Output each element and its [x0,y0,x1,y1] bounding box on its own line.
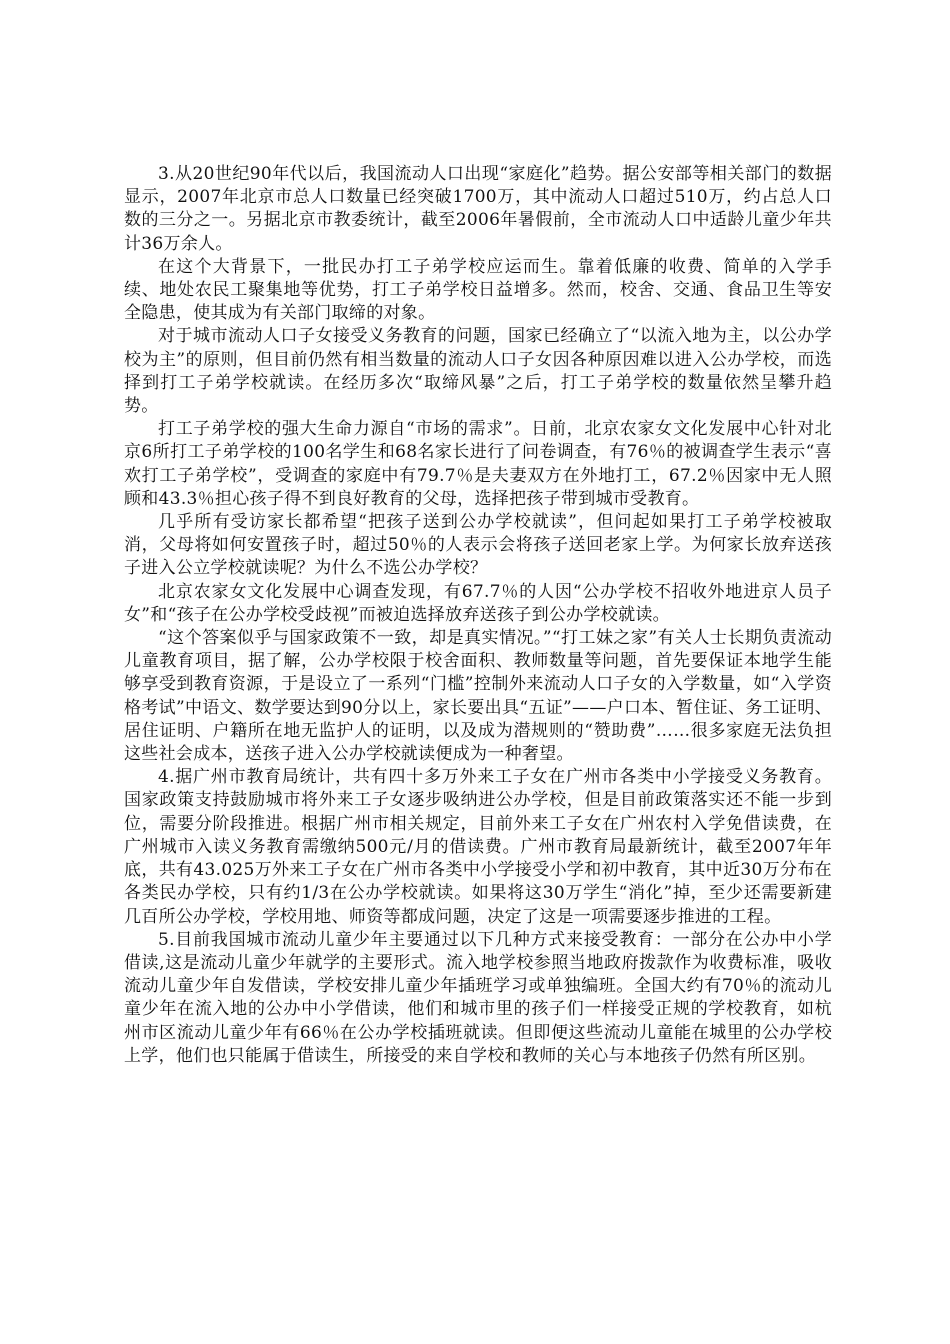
paragraph-1: 3.从20世纪90年代以后，我国流动人口出现“家庭化”趋势。据公安部等相关部门的数据显示，2007年北京市总人口数量已经突破1700万，其中流动人口超过510万，约占总人口数的三分之一。另据北京市教委统计，截至2006年暑假前，全市流动人口中适龄儿童少年共计36万余人。 [124,164,832,254]
paragraph-5: 几乎所有受访家长都希望“把孩子送到公办学校就读”，但问起如果打工子弟学校被取消，父母将如何安置孩子时，超过50％的人表示会将孩子送回老家上学。为何家长放弃送孩子进入公立学校就读呢？为什么不选公办学校？ [124,512,832,579]
paragraph-3: 对于城市流动人口子女接受义务教育的问题，国家已经确立了“以流入地为主，以公办学校为主”的原则，但目前仍然有相当数量的流动人口子女因各种原因难以进入公办学校，而选择到打工子弟学校就读。在经历多次“取缔风暴”之后，打工子弟学校的数量依然呈攀升趋势。 [124,326,832,417]
document-body [124,163,832,1068]
paragraph-8: 4.据广州市教育局统计，共有四十多万外来工子女在广州市各类中小学接受义务教育。国家政策支持鼓励城市将外来工子女逐步吸纳进公办学校，但是目前政策落实还不能一步到位，需要分阶段推进。根据广州市相关规定，目前外来工子女在广州农村入学免借读费，在广州城市入读义务教育需缴纳500元/月的借读费。广州市教育局最新统计，截至2007年年底，共有43.025万外来工子女在广州市各类中小学接受小学和初中教育，其中近30万分布在各类民办学校，只有约1/3在公办学校就读。如果将这30万学生“消化”掉，至少还需要新建几百所公办学校，学校用地、师资等都成问题，决定了这是一项需要逐步推进的工程。 [124,767,832,927]
paragraph-2: 在这个大背景下，一批民办打工子弟学校应运而生。靠着低廉的收费、简单的入学手续、地处农民工聚集地等优势，打工子弟学校日益增多。然而，校舍、交通、食品卫生等安全隐患，使其成为有关部门取缔的对象。 [124,256,832,324]
paragraph-4: 打工子弟学校的强大生命力源自“市场的需求”。日前，北京农家女文化发展中心针对北京6所打工子弟学校的100名学生和68名家长进行了问卷调查，有76％的被调查学生表示“喜欢打工子弟学校”，受调查的家庭中有79.7％是夫妻双方在外地打工，67.2％因家中无人照顾和43.3％担心孩子得不到良好教育的父母，选择把孩子带到城市受教育。 [124,419,832,509]
paragraph-7: “这个答案似乎与国家政策不一致，却是真实情况。”“打工妹之家”有关人士长期负责流动儿童教育项目，据了解，公办学校限于校舍面积、教师数量等问题，首先要保证本地学生能够享受到教育资源，于是设立了一系列“门槛”控制外来流动人口子女的入学数量，如“入学资格考试”中语文、数学要达到90分以上，家长要出具“五证”——户口本、暂住证、务工证明、居住证明、户籍所在地无监护人的证明，以及成为潜规则的“赞助费”……很多家庭无法负担这些社会成本，送孩子进入公办学校就读便成为一种奢望。 [124,628,832,765]
paragraph-6: 北京农家女文化发展中心调查发现，有67.7％的人因“公办学校不招收外地进京人员子女”和“孩子在公办学校受歧视”而被迫选择放弃送孩子到公办学校就读。 [124,581,832,625]
paragraph-9: 5.目前我国城市流动儿童少年主要通过以下几种方式来接受教育：一部分在公办中小学借读,这是流动儿童少年就学的主要形式。流入地学校参照当地政府拨款作为收费标准，吸收流动儿童少年自发借读，学校安排儿童少年插班学习或单独编班。全国大约有70％的流动儿童少年在流入地的公办中小学借读，他们和城市里的孩子们一样接受正规的学校教育，如杭州市区流动儿童少年有66％在公办学校插班就读。但即便这些流动儿童能在城里的公办学校上学，他们也只能属于借读生，所接受的来自学校和教师的关心与本地孩子仍然有所区别。 [124,929,832,1066]
